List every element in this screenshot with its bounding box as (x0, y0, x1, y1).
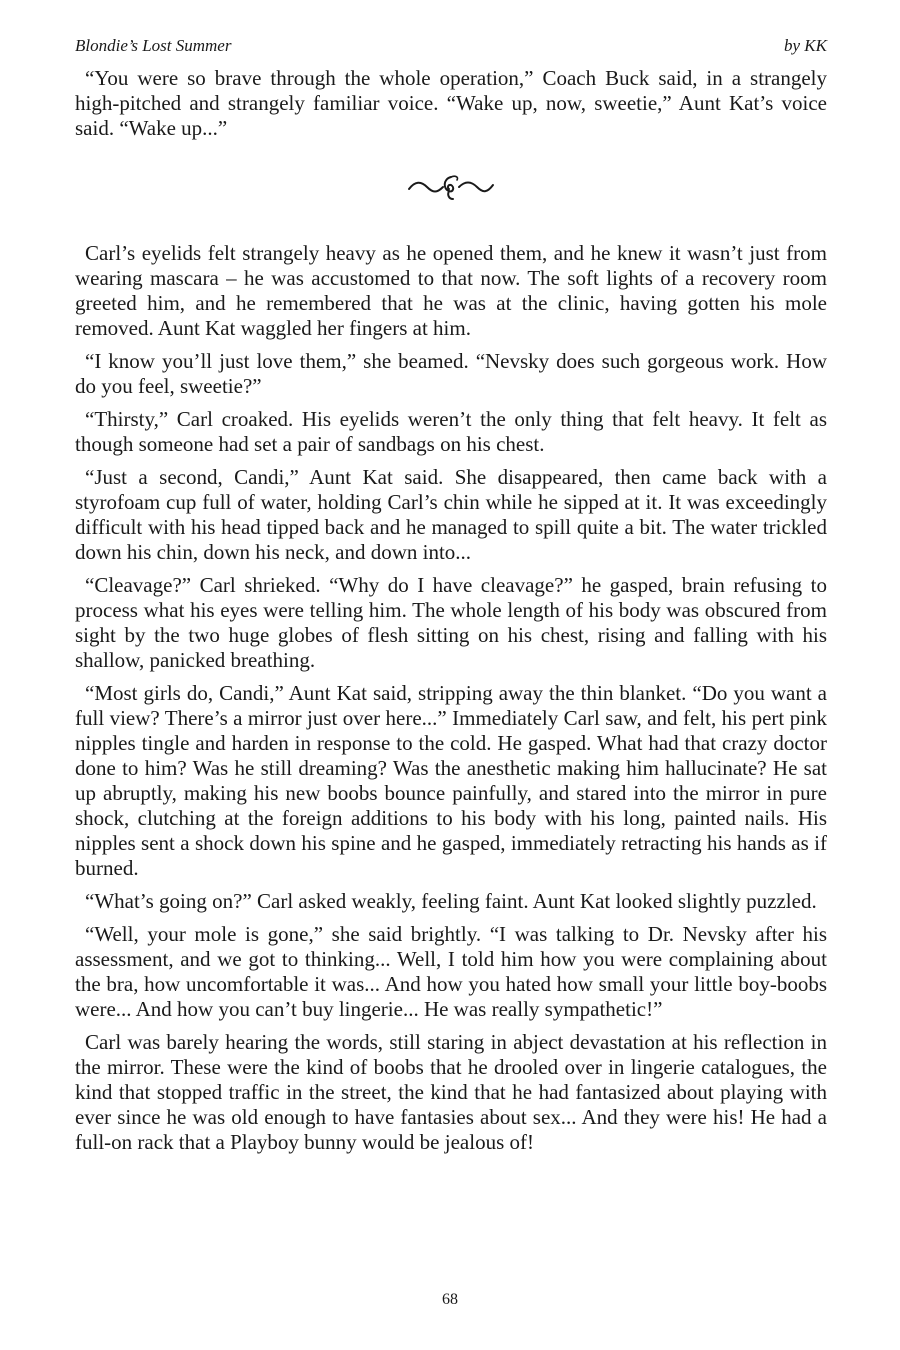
running-header (75, 34, 827, 58)
author-credit: by KK (784, 36, 827, 55)
paragraph: “I know you’ll just love them,” she beamed. “Nevsky does such gorgeous work. How do you feel, sweetie?” (75, 349, 827, 398)
book-page (75, 34, 827, 1163)
page-number: 68 (442, 1291, 458, 1308)
paragraph: “You were so brave through the whole operation,” Coach Buck said, in a strangely high-pitched and strangely familiar voice. “Wake up, now, sweetie,” Aunt Kat’s voice said. “Wake up...” (75, 66, 827, 140)
paragraph: “Thirsty,” Carl croaked. His eyelids weren’t the only thing that felt heavy. It felt as though someone had set a pair of sandbags on his chest. (75, 407, 827, 456)
paragraph: Carl’s eyelids felt strangely heavy as he opened them, and he knew it wasn’t just from wearing mascara – he was accustomed to that now. The soft lights of a recovery room greeted him, and he remembered that he was at the clinic, having gotten his mole removed. Aunt Kat waggled her fingers at him. (75, 241, 827, 340)
paragraph: “Well, your mole is gone,” she said brightly. “I was talking to Dr. Nevsky after his assessment, and we got to thinking... Well, I told him how you were complaining about the bra, how uncomfortable it was... And how you hated how small your little boy-boobs were... And how you can’t buy lingerie... He was really sympathetic!” (75, 922, 827, 1021)
paragraph: “Just a second, Candi,” Aunt Kat said. She disappeared, then came back with a styrofoam cup full of water, holding Carl’s chin while he sipped at it. It was exceedingly difficult with his head tipped back and he managed to spill quite a bit. The water trickled down his chin, down his neck, and down into... (75, 465, 827, 564)
fleuron-ornament-icon (405, 171, 497, 203)
paragraph: “Most girls do, Candi,” Aunt Kat said, stripping away the thin blanket. “Do you want a full view? There’s a mirror just over here...” Immediately Carl saw, and felt, his pert pink nipples tingle and harden in response to the cold. He gasped. What had that crazy doctor done to him? Was he still dreaming? Was the anesthetic making him hallucinate? He sat up abruptly, making his new boobs bounce painfully, and stared into the mirror in pure shock, clutching at the foreign additions to his body with his long, painted nails. His nipples sent a shock down his spine and he gasped, immediately retracting his hands as if burned. (75, 681, 827, 880)
paragraph: Carl was barely hearing the words, still staring in abject devastation at his reflection in the mirror. These were the kind of boobs that he drooled over in lingerie catalogues, the kind that stopped traffic in the street, the kind that he had fantasized about playing with ever since he was old enough to have fantasies about sex... And they were his! He had a full-on rack that a Playboy bunny would be jealous of! (75, 1030, 827, 1154)
paragraph: “Cleavage?” Carl shrieked. “Why do I have cleavage?” he gasped, brain refusing to process what his eyes were telling him. The whole length of his body was obscured from sight by the two huge globes of flesh sitting on his chest, rising and falling with his shallow, panicked breathing. (75, 573, 827, 672)
section-break (75, 171, 827, 203)
book-title: Blondie’s Lost Summer (75, 36, 232, 55)
paragraph: “What’s going on?” Carl asked weakly, feeling faint. Aunt Kat looked slightly puzzled. (85, 889, 817, 913)
